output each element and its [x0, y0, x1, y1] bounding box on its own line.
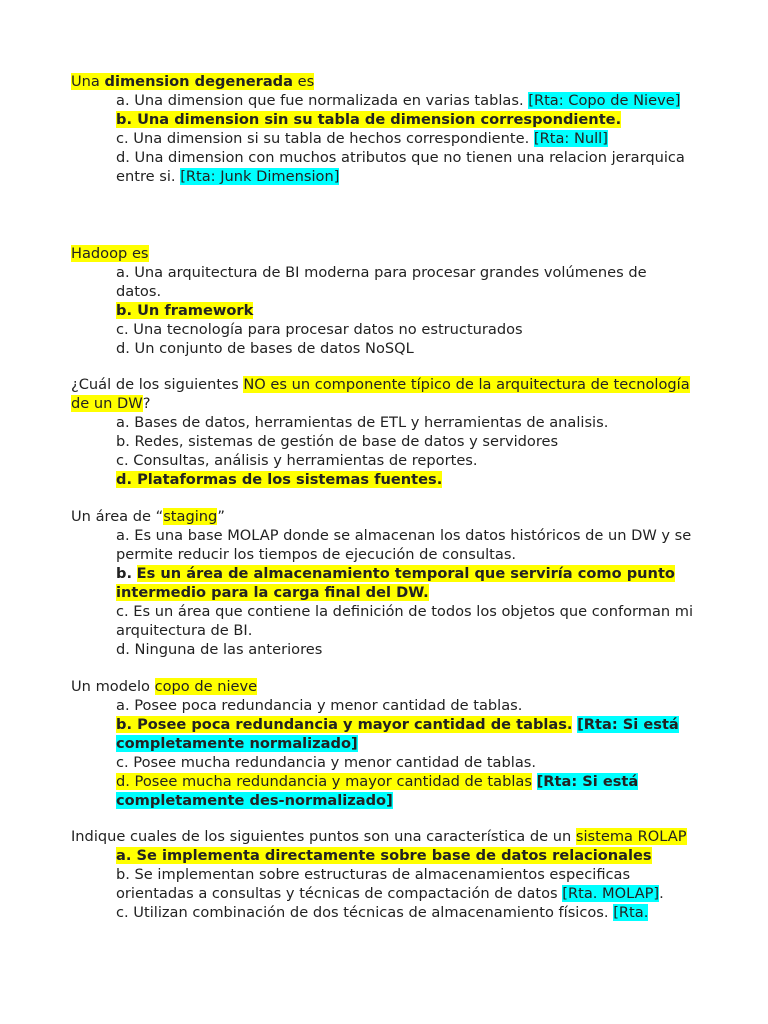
question-1-option-b: b. Una dimension sin su tabla de dimension correspondiente. — [116, 111, 622, 128]
question-4-option-c: c. Es un área que contiene la definición de todos los objetos que conforman mi arquitectura de BI. — [116, 603, 694, 639]
question-5-title: Un modelo copo de nieve — [71, 678, 258, 695]
question-1-option-a: a. Una dimension que fue normalizada en varias tablas. [Rta: Copo de Nieve] — [116, 92, 681, 109]
question-6-option-a: a. Se implementa directamente sobre base de datos relacionales — [116, 847, 652, 864]
question-3-title: ¿Cuál de los siguientes NO es un componente típico de la arquitectura de tecnología de un DW? — [71, 376, 690, 412]
question-3-option-d: d. Plataformas de los sistemas fuentes. — [116, 471, 443, 488]
question-4 — [71, 507, 696, 659]
question-3-option-b: b. Redes, sistemas de gestión de base de datos y servidores — [116, 433, 559, 450]
question-3 — [71, 375, 696, 489]
question-1-title: Una dimension degenerada es — [71, 73, 315, 90]
question-1-option-c: c. Una dimension si su tabla de hechos correspondiente. [Rta: Null] — [116, 130, 608, 147]
question-1-option-d: d. Una dimension con muchos atributos que no tienen una relacion jerarquica entre si. [Rta: Junk Dimension] — [116, 149, 685, 185]
question-5-option-b: b. Posee poca redundancia y mayor cantidad de tablas. [Rta: Si está completamente normalizado] — [116, 716, 679, 752]
question-2-option-d: d. Un conjunto de bases de datos NoSQL — [116, 340, 414, 357]
question-2-option-b: b. Un framework — [116, 302, 254, 319]
question-1 — [71, 72, 696, 186]
question-2 — [71, 244, 696, 358]
question-3-option-a: a. Bases de datos, herramientas de ETL y herramientas de analisis. — [116, 414, 609, 431]
question-5-option-c: c. Posee mucha redundancia y menor cantidad de tablas. — [116, 754, 537, 771]
question-6 — [71, 827, 696, 922]
question-4-option-d: d. Ninguna de las anteriores — [116, 641, 323, 658]
question-2-option-a: a. Una arquitectura de BI moderna para procesar grandes volúmenes de datos. — [116, 264, 647, 300]
question-6-option-b: b. Se implementan sobre estructuras de almacenamientos especificas orientadas a consultas y técnicas de compactación de datos [Rta. MOLAP]. — [116, 866, 664, 902]
question-5 — [71, 677, 696, 810]
question-2-title: Hadoop es — [71, 245, 149, 262]
question-4-option-b: b. Es un área de almacenamiento temporal que serviría como punto intermedio para la carga final del DW. — [116, 565, 675, 601]
question-6-option-c: c. Utilizan combinación de dos técnicas de almacenamiento físicos. [Rta. — [116, 904, 649, 921]
question-6-title: Indique cuales de los siguientes puntos son una característica de un sistema ROLAP — [71, 828, 687, 845]
question-3-option-c: c. Consultas, análisis y herramientas de reportes. — [116, 452, 478, 469]
question-5-option-a: a. Posee poca redundancia y menor cantidad de tablas. — [116, 697, 523, 714]
question-4-option-a: a. Es una base MOLAP donde se almacenan los datos históricos de un DW y se permite reducir los tiempos de ejecución de consultas. — [116, 527, 692, 563]
question-2-option-c: c. Una tecnología para procesar datos no estructurados — [116, 321, 523, 338]
question-5-option-d: d. Posee mucha redundancia y mayor cantidad de tablas [Rta: Si está completamente des-normalizado] — [116, 773, 639, 809]
question-4-title: Un área de “staging” — [71, 508, 225, 525]
